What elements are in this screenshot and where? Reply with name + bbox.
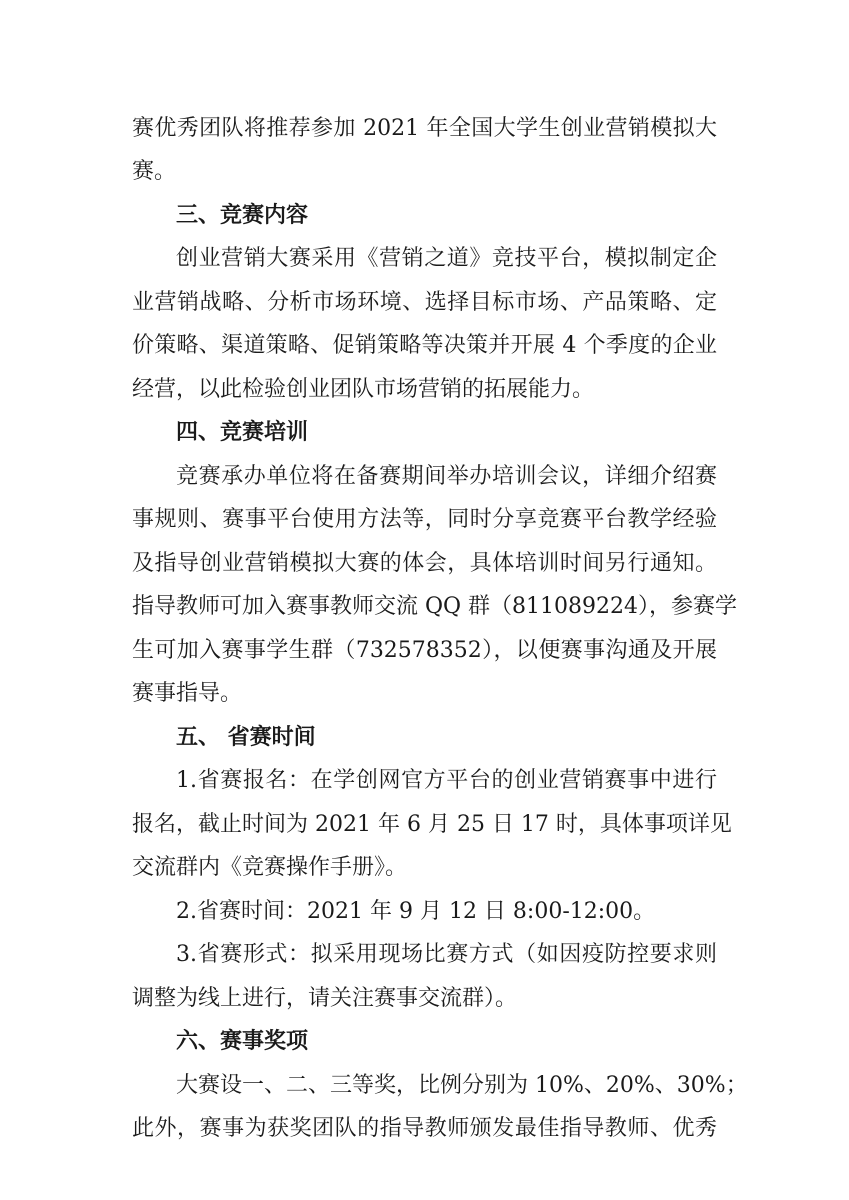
section-heading-awards: 六、赛事奖项 [176,1029,309,1054]
paragraph-line: 竞赛承办单位将在备赛期间举办培训会议，详细介绍赛 [176,464,717,489]
paragraph-line: 2.省赛时间：2021 年 9 月 12 日 8:00-12:00。 [176,899,656,924]
paragraph-line: 赛。 [132,159,177,184]
paragraph-line: 事规则、赛事平台使用方法等，同时分享竞赛平台教学经验 [132,507,717,532]
paragraph-line: 交流群内《竞赛操作手册》。 [132,855,408,880]
section-heading-content: 三、竞赛内容 [176,203,309,228]
paragraph-line: 1.省赛报名：在学创网官方平台的创业营销赛事中进行 [176,768,717,793]
paragraph-line: 价策略、渠道策略、促销策略等决策并开展 4 个季度的企业 [132,333,717,358]
section-heading-schedule: 五、 省赛时间 [176,725,316,750]
paragraph-line: 赛优秀团队将推荐参加 2021 年全国大学生创业营销模拟大 [132,116,717,141]
paragraph-line: 3.省赛形式：拟采用现场比赛方式（如因疫防控要求则 [176,942,717,967]
paragraph-line: 生可加入赛事学生群（732578352），以便赛事沟通及开展 [132,638,717,663]
paragraph-line: 创业营销大赛采用《营销之道》竞技平台，模拟制定企 [176,246,717,271]
paragraph-line: 此外，赛事为获奖团队的指导教师颁发最佳指导教师、优秀 [132,1116,717,1141]
paragraph-line: 报名，截止时间为 2021 年 6 月 25 日 17 时，具体事项详见 [132,812,732,837]
paragraph-line: 调整为线上进行，请关注赛事交流群）。 [132,986,518,1011]
paragraph-line: 业营销战略、分析市场环境、选择目标市场、产品策略、定 [132,290,717,315]
paragraph-line: 赛事指导。 [132,681,243,706]
paragraph-line: 指导教师可加入赛事教师交流 QQ 群（811089224），参赛学 [132,594,738,619]
paragraph-line: 大赛设一、二、三等奖，比例分别为 10%、20%、30%； [176,1073,748,1098]
section-heading-training: 四、竞赛培训 [176,420,309,445]
paragraph-line: 及指导创业营销模拟大赛的体会，具体培训时间另行通知。 [132,551,717,576]
paragraph-line: 经营，以此检验创业团队市场营销的拓展能力。 [132,377,595,402]
